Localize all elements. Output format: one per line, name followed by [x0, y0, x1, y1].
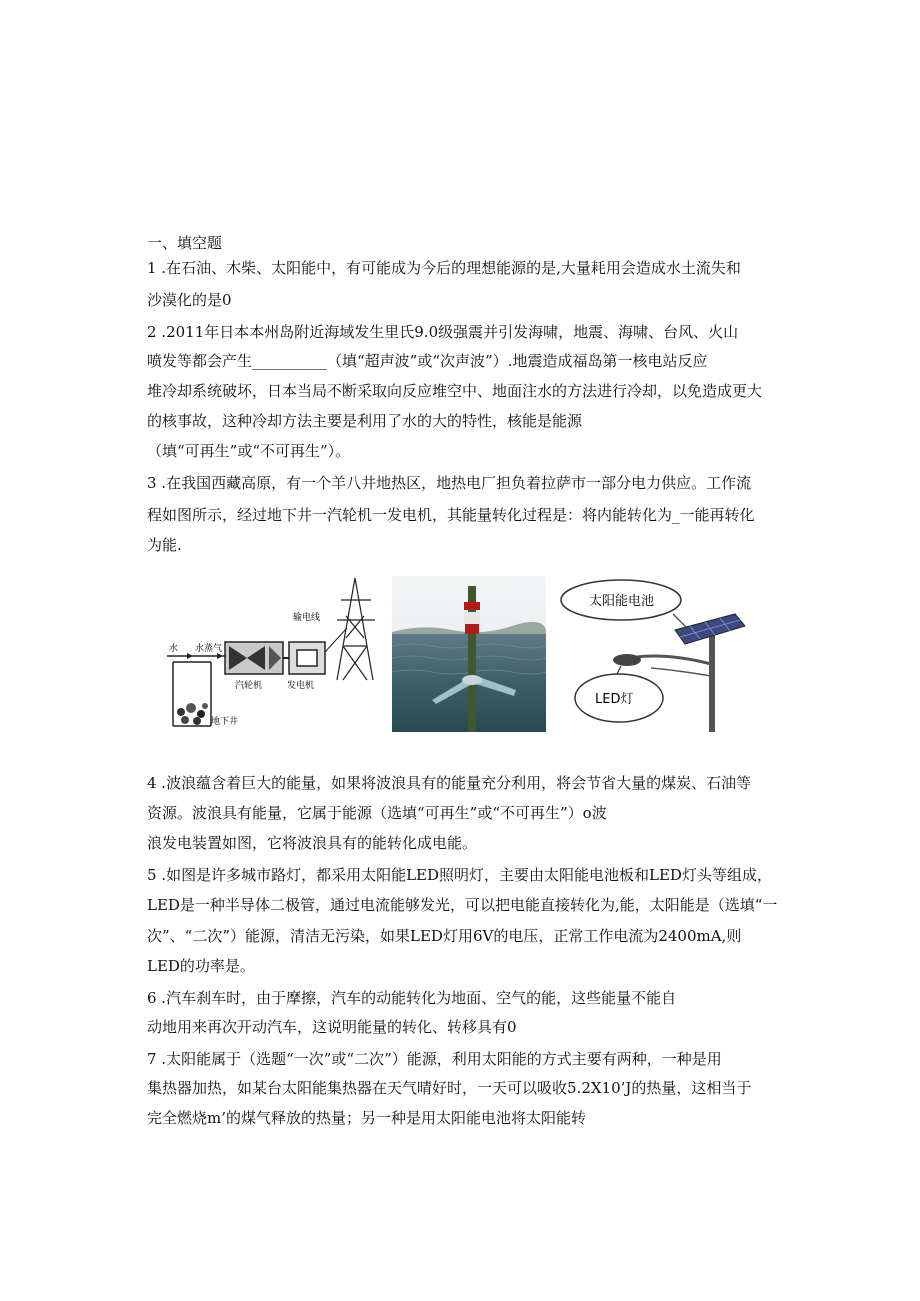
lamp-head	[613, 654, 641, 666]
label-power-line: 输电线	[293, 613, 321, 623]
label-generator: 发电机	[287, 681, 315, 691]
q6-line-1: 6 .汽车刹车时，由于摩擦，汽车的动能转化为地面、空气的能，这些能量不能自	[147, 989, 677, 1007]
pylon	[337, 578, 375, 680]
q1-line-2: 沙漠化的是0	[147, 291, 232, 309]
q5-line-4: LED的功率是。	[147, 957, 255, 975]
q7-line-3: 完全燃烧m’的煤气释放的热量；另一种是用太阳能电池将太阳能转	[147, 1109, 586, 1127]
section-title: 一、填空题	[147, 234, 223, 252]
label-turbine: 汽轮机	[235, 681, 263, 691]
label-led-lamp: LED灯	[595, 692, 634, 707]
well-rocks	[177, 703, 208, 725]
wave-power-image	[392, 576, 546, 732]
q7-line-2: 集热器加热，如某台太阳能集热器在天气晴好时，一天可以吸收5.2X10’J的热量，这相当于	[147, 1079, 752, 1097]
q4-line-3: 浪发电装置如图，它将波浪具有的能转化成电能。	[147, 834, 478, 852]
q2-line-4: 的核事故，这种冷却方法主要是利用了水的大的特性，核能是能源	[147, 412, 583, 430]
buoy-white-band	[464, 612, 480, 624]
q3-line-1: 3 .在我国西藏高原，有一个羊八井地热区，地热电厂担负着拉萨市一部分电力供应。工作流	[147, 474, 752, 492]
lamp-pole	[709, 628, 715, 732]
q4-line-1: 4 .波浪蕴含着巨大的能量，如果将波浪具有的能量充分利用，将会节省大量的煤炭、石油等	[147, 774, 752, 792]
label-solar-cell: 太阳能电池	[589, 594, 655, 609]
q5-line-3: 次”、“二次”）能源，清洁无污染，如果LED灯用6V的电压，正常工作电流为2400mA,则	[147, 927, 742, 945]
q1-line-1: 1 .在石油、木柴、太阳能中，有可能成为今后的理想能源的是,大量耗用会造成水土流失和	[147, 259, 741, 277]
buoy-red-band	[464, 602, 480, 610]
q7-line-1: 7 .太阳能属于（选题“一次”或“二次”）能源，利用太阳能的方式主要有两种，一种是用	[147, 1050, 722, 1068]
q6-line-2: 动地用来再次开动汽车，这说明能量的转化、转移具有0	[147, 1018, 517, 1036]
q5-line-2: LED是一种半导体二极管，通过电流能够发光，可以把电能直接转化为,能，太阳能是（选填“一	[147, 896, 778, 914]
solar-led-lamp-image	[555, 576, 765, 732]
q2-line-5: （填“可再生”或“不可再生”）。	[147, 442, 351, 460]
q3-line-3: 为能.	[147, 536, 182, 554]
arrow-water	[187, 653, 193, 659]
label-steam: 水蒸气	[195, 644, 223, 654]
q4-line-2: 资源。波浪具有能量，它属于能源（选填“可再生”或“不可再生”）o波	[147, 804, 607, 822]
float-hub	[462, 675, 482, 685]
q2-line-1: 2 .2011年日本本州岛附近海域发生里氏9.0级强震并引发海啸，地震、海啸、台风、火山	[147, 323, 739, 341]
lamp-arm	[629, 656, 711, 664]
label-well: 地下井	[211, 717, 239, 727]
q3-line-2: 程如图所示，经过地下井一汽轮机一发电机，其能量转化过程是：将内能转化为_一能再转化	[147, 506, 755, 524]
q5-line-1: 5 .如图是许多城市路灯，都采用太阳能LED照明灯，主要由太阳能电池板和LED灯头等组成，	[147, 866, 772, 884]
geothermal-diagram	[165, 576, 385, 732]
q2-line-3: 堆冷却系统破坏，日本当局不断采取向反应堆空中、地面注水的方法进行冷却，以免造成更大	[147, 382, 763, 400]
figures-row	[165, 576, 765, 732]
q2-line-2: 喷发等都会产生__________（填“超声波”或“次声波”）.地震造成福岛第一核电站反应	[147, 352, 708, 370]
label-water: 水	[169, 644, 179, 654]
